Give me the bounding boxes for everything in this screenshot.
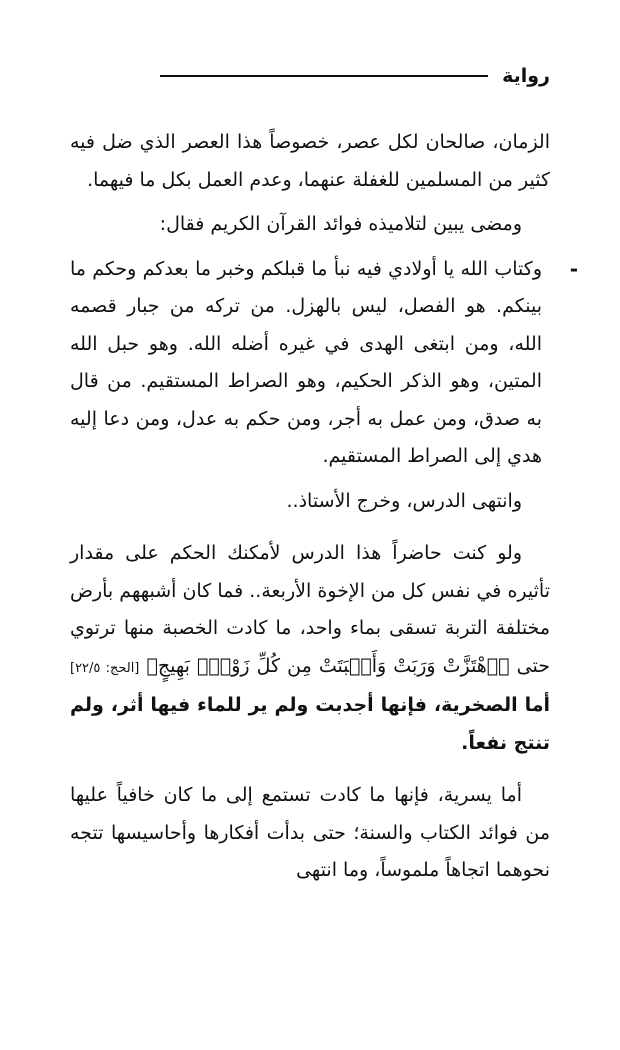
quote-text: وكتاب الله يا أولادي فيه نبأ ما قبلكم وخبر ما بعدكم وحكم ما بينكم. هو الفصل، ليس بالهزل. من تركه من جبار قصمه الله، ومن ابتغى الهدى في غيره أضله الله. وهو حبل الله المتين، وهو الذكر الحكيم، وهو الصراط المستقيم. من قال به صدق، ومن عمل به أجر، ومن حكم به عدل، ومن دعا إليه هدي إلى الصراط المستقيم.: [70, 257, 542, 467]
bullet-dash: -: [569, 256, 578, 281]
analysis-conclusion: أما الصخرية، فإنها أجدبت ولم ير للماء فيها أثر، ولم تنتج نفعاً.: [70, 694, 550, 754]
running-header: [160, 56, 550, 96]
paragraph-intro: ومضى يبين لتلاميذه فوائد القرآن الكريم فقال:: [159, 213, 522, 235]
paragraph-analysis: [70, 535, 550, 762]
quran-verse: ﴿ٱهْتَزَّتْ وَرَبَتْ وَأَنۢبَتَتْ مِن كُلِّ زَوْجٍۭ بَهِيجٍ﴾: [146, 654, 510, 677]
header-title: رواية: [502, 65, 550, 87]
analysis-text: ولو كنت حاضراً هذا الدرس لأمكنك الحكم على مقدار تأثيره في نفس كل من الإخوة الأربعة.. فما كان أشبههم بأرض مختلفة التربة تسقى بماء واحد، ما كادت الخصبة منها ترتوي حتى: [70, 542, 550, 677]
paragraph-quote-item: [70, 251, 578, 476]
header-rule: [160, 75, 488, 77]
paragraph-yusriya: أما يسرية، فإنها ما كادت تستمع إلى ما كان خافياً عليها من فوائد الكتاب والسنة؛ حتى بدأت أفكارها وأحاسيسها تتجه نحوهما اتجاهاً ملموساً، وما انتهى: [70, 784, 550, 881]
paragraph-continuation: الزمان، صالحان لكل عصر، خصوصاً هذا العصر الذي ضل فيه كثير من المسلمين للغفلة عنهما، وعدم العمل بكل ما فيهما.: [70, 131, 550, 191]
paragraph-ending: وانتهى الدرس، وخرج الأستاذ..: [286, 489, 522, 512]
page-body: [70, 124, 578, 890]
verse-reference: [الحج: ٢٢/٥]: [70, 660, 140, 676]
